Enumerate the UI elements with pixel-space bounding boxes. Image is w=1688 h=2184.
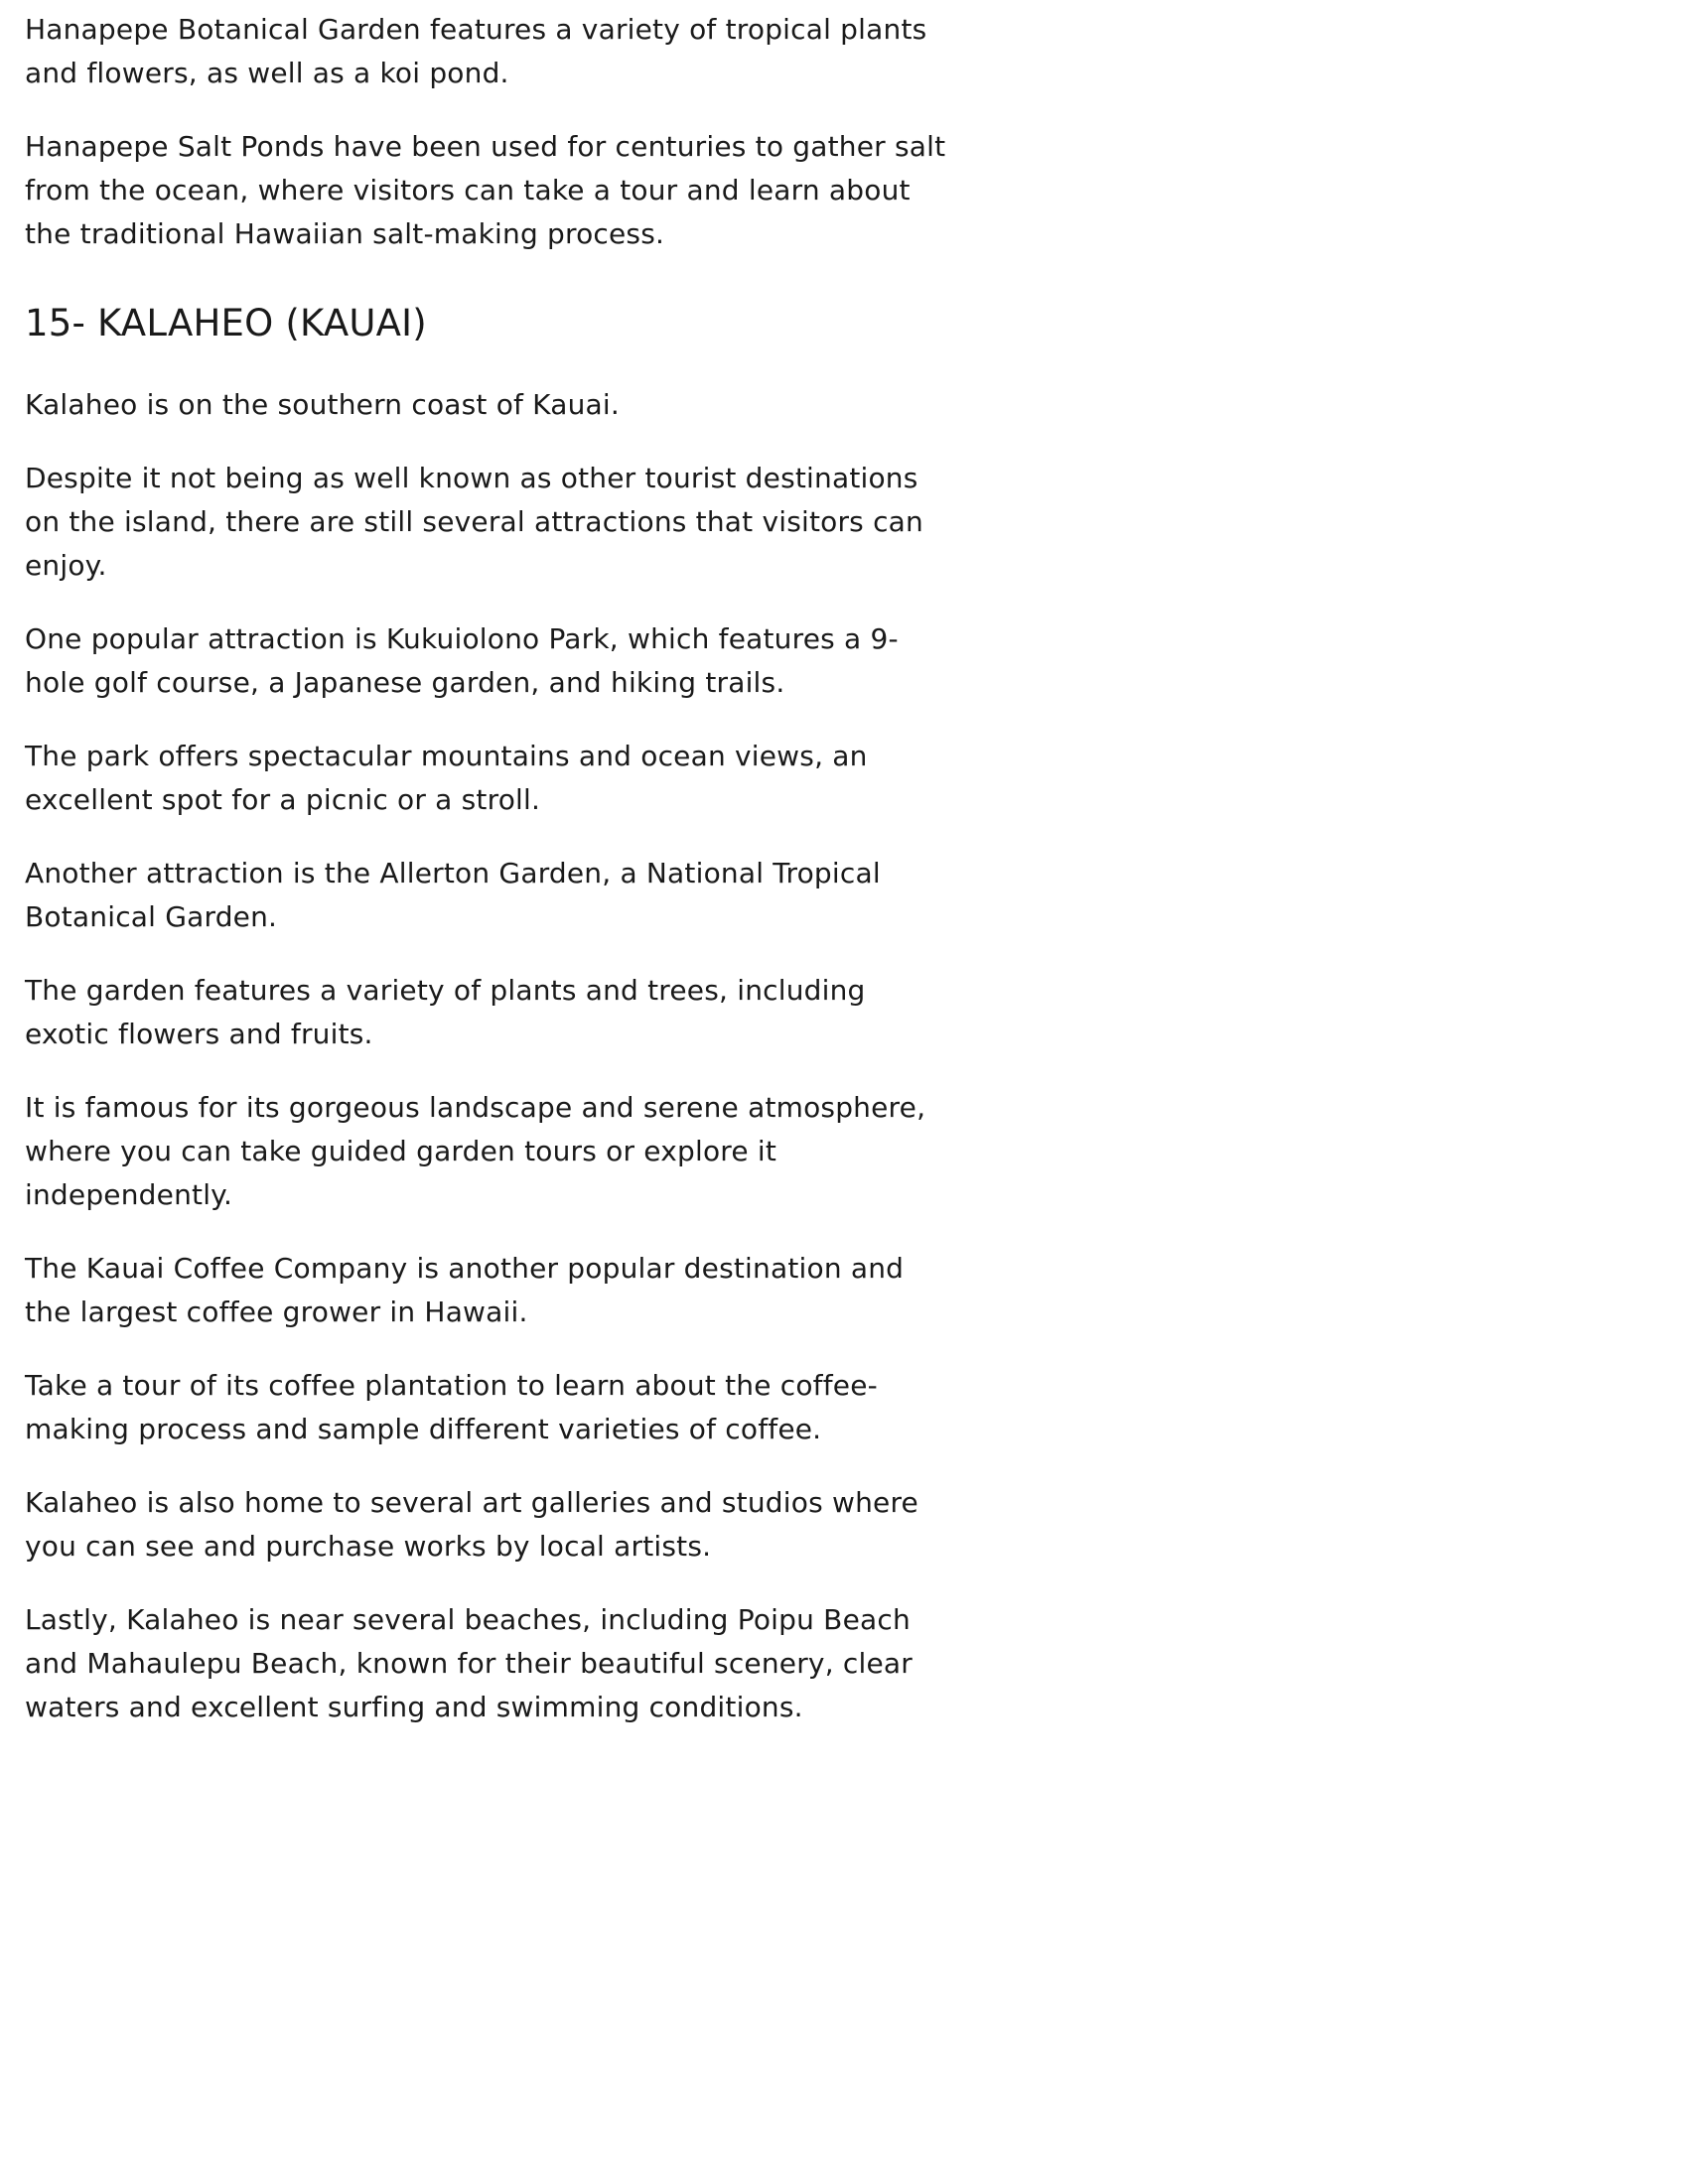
- paragraph-kalaheo-location: Kalaheo is on the southern coast of Kauai.: [25, 388, 620, 421]
- paragraph-allerton-garden: Another attraction is the Allerton Garden, a National Tropical Botanical Garden.: [25, 857, 881, 933]
- paragraph-kukuiolono-park: One popular attraction is Kukuiolono Park, which features a 9-hole golf course, a Japanese garden, and hiking trails.: [25, 622, 899, 699]
- section-heading-kalaheo: 15- KALAHEO (KAUAI): [25, 302, 427, 344]
- paragraph-coffee-plantation-tour: Take a tour of its coffee plantation to learn about the coffee-making process and sample different varieties of coffee.: [25, 1369, 878, 1445]
- paragraph-nearby-beaches: Lastly, Kalaheo is near several beaches, including Poipu Beach and Mahaulepu Beach, known for their beautiful scenery, clear waters and excellent surfing and swimming conditions.: [25, 1603, 913, 1723]
- paragraph-park-views: The park offers spectacular mountains and ocean views, an excellent spot for a picnic or a stroll.: [25, 740, 868, 816]
- document-body: [25, 8, 958, 1729]
- paragraph-kauai-coffee-company: The Kauai Coffee Company is another popular destination and the largest coffee grower in Hawaii.: [25, 1252, 905, 1328]
- paragraph-garden-plants: The garden features a variety of plants and trees, including exotic flowers and fruits.: [25, 974, 866, 1050]
- paragraph-art-galleries: Kalaheo is also home to several art galleries and studios where you can see and purchase works by local artists.: [25, 1486, 918, 1563]
- paragraph-garden-tours: It is famous for its gorgeous landscape and serene atmosphere, where you can take guided garden tours or explore it independently.: [25, 1091, 926, 1211]
- paragraph-kalaheo-attractions-intro: Despite it not being as well known as other tourist destinations on the island, there are still several attractions that visitors can enjoy.: [25, 462, 923, 582]
- paragraph-hanapepe-botanical-garden: Hanapepe Botanical Garden features a variety of tropical plants and flowers, as well as a koi pond.: [25, 13, 927, 89]
- paragraph-hanapepe-salt-ponds: Hanapepe Salt Ponds have been used for centuries to gather salt from the ocean, where visitors can take a tour and learn about the traditional Hawaiian salt-making process.: [25, 130, 946, 250]
